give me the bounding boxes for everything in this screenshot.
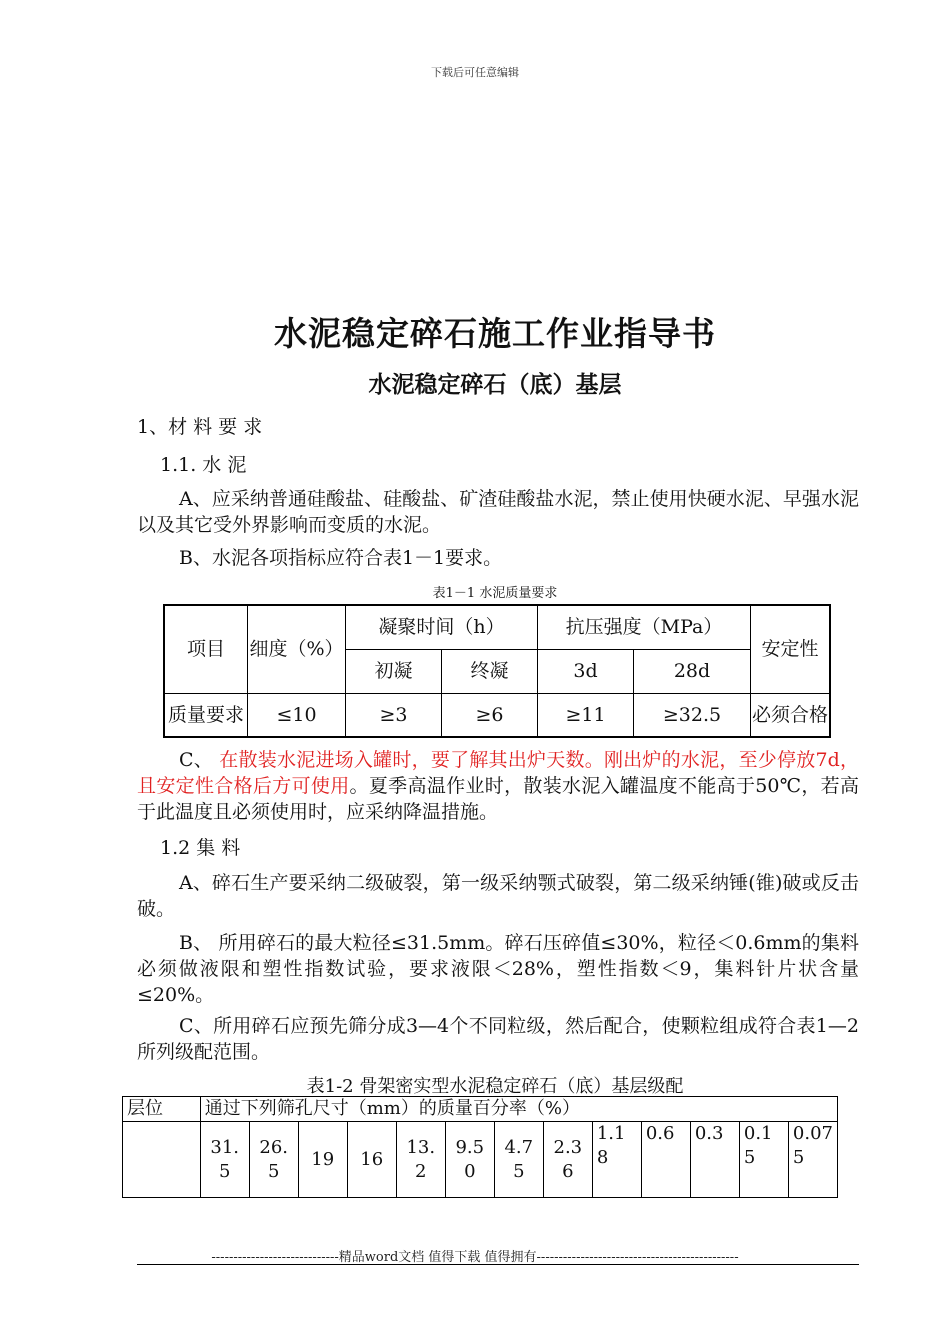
table1-header-item: 项目 <box>164 605 248 693</box>
table1-row-label: 质量要求 <box>164 693 248 737</box>
table2-header-passing: 通过下列筛孔尺寸（mm）的质量百分率（%） <box>200 1097 837 1122</box>
table1-cell-initial: ≥3 <box>346 693 442 737</box>
table1-cell-stability: 必须合格 <box>751 693 831 737</box>
paragraph-cement-c <box>137 747 859 825</box>
sieve-size-cell: 0.3 <box>690 1122 739 1198</box>
table1-header-initial: 初凝 <box>346 649 442 693</box>
paragraph-c-highlight: 在散装水泥进场入罐时，要了解其出炉天数。刚出炉的水泥，至少停放7d，且安定性合格后方可使用 <box>137 749 859 797</box>
sieve-size-cell: 0.15 <box>739 1122 788 1198</box>
paragraph-c-prefix: C、 <box>179 749 220 771</box>
document-subtitle: 水泥稳定碎石（底）基层 <box>368 372 622 398</box>
paragraph-aggregate-c: C、所用碎石应预先筛分成3—4个不同粒级，然后配合，使颗粒组成符合表1—2所列级配范围。 <box>137 1015 859 1063</box>
sieve-size-cell: 0.6 <box>641 1122 690 1198</box>
paragraph-aggregate-a: A、碎石生产要采纳二级破裂，第一级采纳颚式破裂，第二级采纳锤(锥)破或反击破。 <box>137 872 859 920</box>
table1-header-fineness: 细度（%） <box>248 605 346 693</box>
table1-cell-fineness: ≤10 <box>248 693 346 737</box>
sieve-size-cell: 19 <box>298 1122 347 1198</box>
table1-caption: 表1－1 水泥质量要求 <box>432 586 558 601</box>
header-note: 下载后可任意编辑 <box>431 66 519 79</box>
paragraph-aggregate-b: B、 所用碎石的最大粒径≤31.5mm。碎石压碎值≤30%，粒径＜0.6mm的集料必须做液限和塑性指数试验，要求液限＜28%，塑性指数＜9，集料针片状含量≤20%。 <box>137 932 859 1006</box>
table2-caption: 表1-2 骨架密实型水泥稳定碎石（底）基层级配 <box>306 1076 684 1097</box>
table2-header-layer: 层位 <box>123 1097 201 1122</box>
paragraph-c-rest: 。夏季高温作业时，散装水泥入罐温度不能高于50℃，若高于此温度且必须使用时，应采纳降温措施。 <box>137 775 859 823</box>
table1-header-3d: 3d <box>538 649 634 693</box>
paragraph-cement-b: B、水泥各项指标应符合表1－1要求。 <box>179 547 503 569</box>
sieve-size-cell: 13.2 <box>396 1122 445 1198</box>
sieve-size-cell: 16 <box>347 1122 396 1198</box>
section-heading-materials: 1、材 料 要 求 <box>137 416 263 438</box>
table1-header-strength: 抗压强度（MPa） <box>538 605 751 649</box>
table1-header-final: 终凝 <box>442 649 538 693</box>
table1-header-setting-time: 凝聚时间（h） <box>346 605 538 649</box>
sieve-size-cell: 26.5 <box>249 1122 298 1198</box>
sieve-size-cell: 1.18 <box>592 1122 641 1198</box>
sieve-size-cell: 2.36 <box>543 1122 592 1198</box>
sieve-size-cell: 4.75 <box>494 1122 543 1198</box>
sieve-size-cell: 31.5 <box>200 1122 249 1198</box>
cement-quality-table <box>163 604 831 738</box>
footer-rule <box>137 1264 859 1265</box>
gradation-table <box>122 1096 838 1198</box>
sieve-size-cell: 9.50 <box>445 1122 494 1198</box>
subsection-heading-aggregate: 1.2 集 料 <box>160 837 241 859</box>
paragraph-cement-a: A、应采纳普通硅酸盐、硅酸盐、矿渣硅酸盐水泥，禁止使用快硬水泥、早强水泥以及其它受外界影响而变质的水泥。 <box>137 488 859 536</box>
subsection-heading-cement: 1.1. 水 泥 <box>160 454 247 476</box>
table1-cell-3d: ≥11 <box>538 693 634 737</box>
table1-header-stability: 安定性 <box>751 605 831 693</box>
page-footer: -----------------------------精品word文档 值得下载 值得拥有---------------------------------------------- <box>211 1250 739 1265</box>
table1-cell-28d: ≥32.5 <box>634 693 751 737</box>
table2-layer-cell <box>123 1122 201 1198</box>
document-title: 水泥稳定碎石施工作业指导书 <box>274 314 716 353</box>
table1-cell-final: ≥6 <box>442 693 538 737</box>
sieve-size-cell: 0.075 <box>788 1122 837 1198</box>
table1-header-28d: 28d <box>634 649 751 693</box>
